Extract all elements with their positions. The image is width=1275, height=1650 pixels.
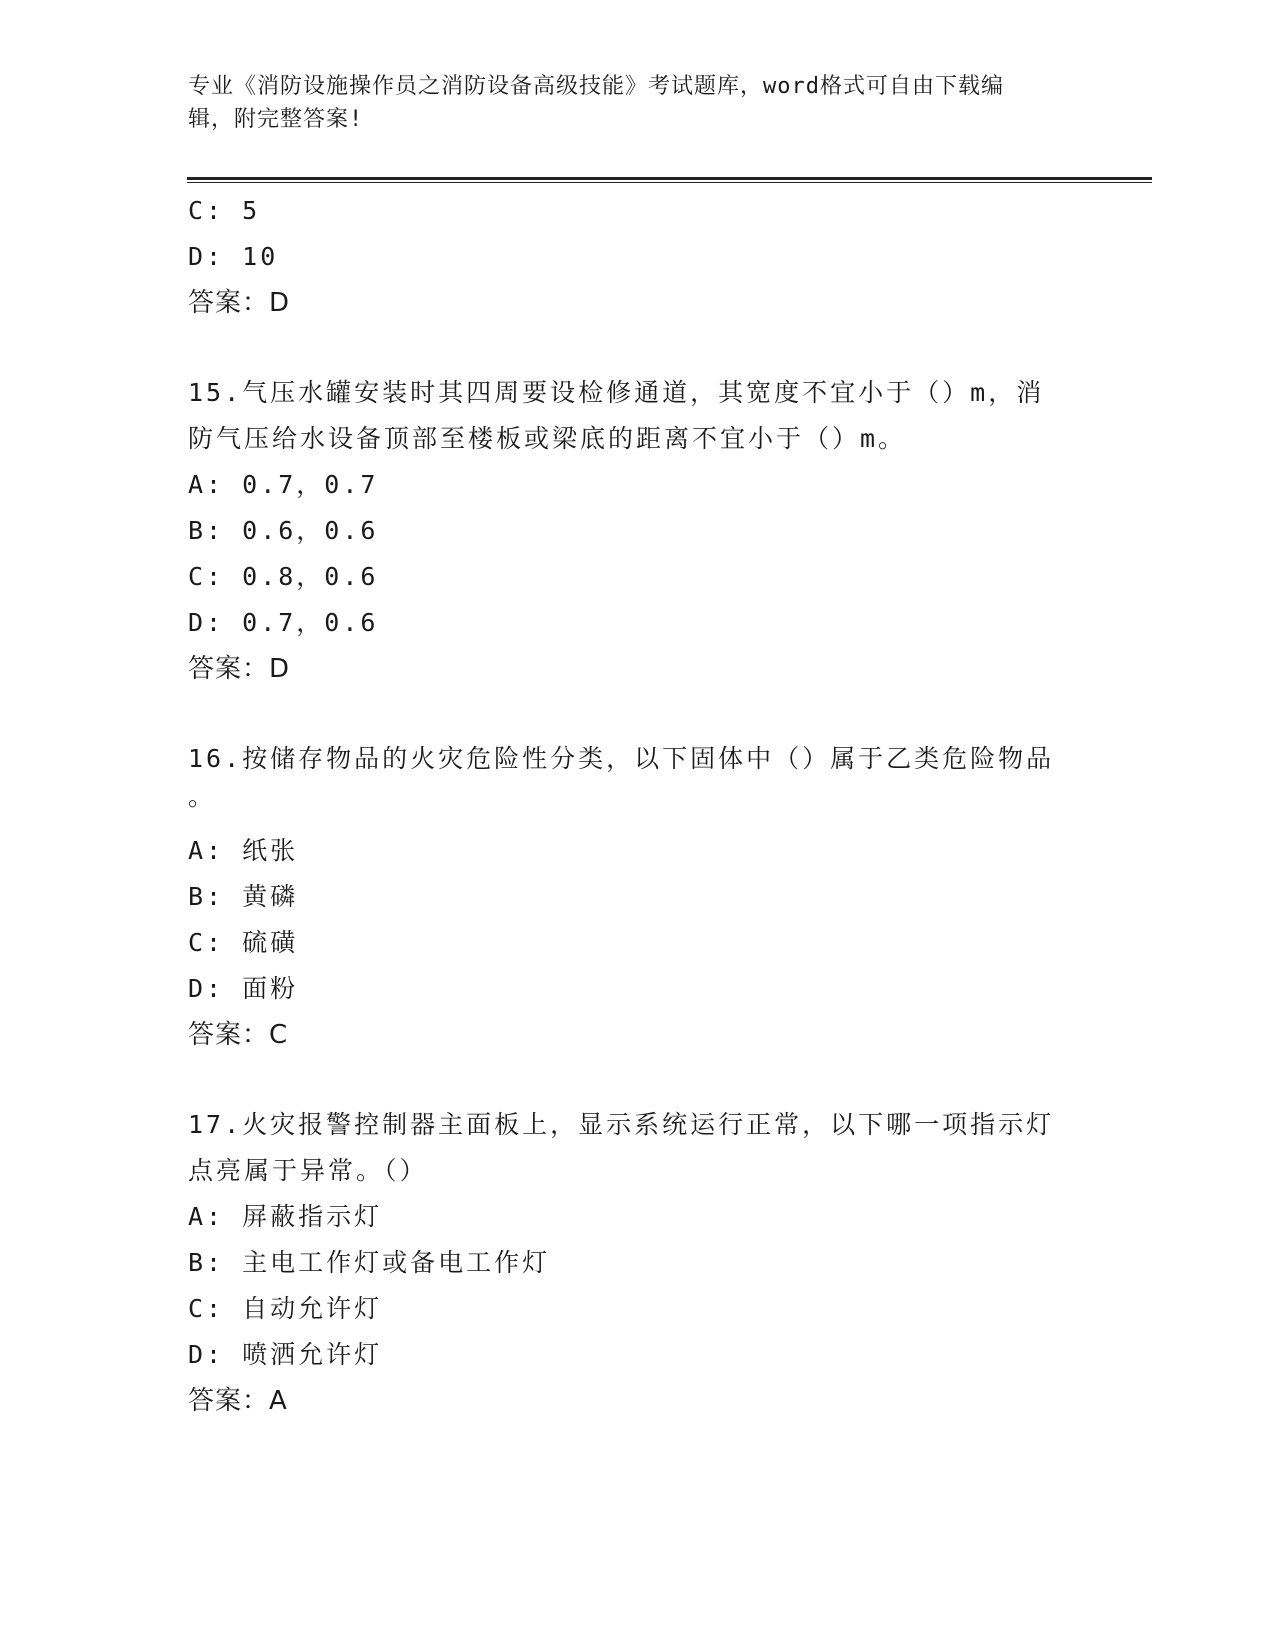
header-divider-thick: [187, 177, 1152, 180]
question-stem-line: 。: [188, 782, 217, 811]
answer: 答案：A: [188, 1386, 288, 1416]
option-a: A: 纸张: [188, 836, 299, 865]
question-stem-line: 16.按储存物品的火灾危险性分类，以下固体中（）属于乙类危险物品: [188, 744, 1055, 773]
question-17: [188, 1102, 1088, 1424]
header-line-2: 辑，附完整答案!: [188, 107, 364, 132]
option-a: A: 屏蔽指示灯: [188, 1202, 383, 1231]
question-15: [188, 370, 1088, 692]
question-stem-line: 17.火灾报警控制器主面板上，显示系统运行正常，以下哪一项指示灯: [188, 1110, 1055, 1139]
option-c: C: 5: [188, 196, 261, 225]
question-16: [188, 736, 1088, 1058]
option-d: D: 10: [188, 242, 279, 271]
option-d: D: 0.7，0.6: [188, 608, 379, 637]
option-c: C: 硫磺: [188, 928, 299, 957]
header-line-1: 专业《消防设施操作员之消防设备高级技能》考试题库，word格式可自由下载编: [188, 74, 1004, 99]
option-c: C: 0.8，0.6: [188, 562, 379, 591]
question-14-tail: [188, 188, 1088, 326]
option-a: A: 0.7，0.7: [188, 470, 379, 499]
option-b: B: 主电工作灯或备电工作灯: [188, 1248, 551, 1277]
question-stem-line: 防气压给水设备顶部至楼板或梁底的距离不宜小于（）m。: [188, 424, 907, 453]
answer: 答案：C: [188, 1020, 289, 1050]
document-body: [188, 188, 1088, 1424]
document-header: [188, 70, 1068, 136]
header-divider-thin: [187, 182, 1152, 183]
question-stem-line: 点亮属于异常。（）: [188, 1156, 428, 1185]
option-d: D: 喷洒允许灯: [188, 1340, 383, 1369]
option-d: D: 面粉: [188, 974, 299, 1003]
answer: 答案：D: [188, 288, 291, 318]
option-b: B: 0.6，0.6: [188, 516, 379, 545]
answer: 答案：D: [188, 654, 291, 684]
question-stem-line: 15.气压水罐安装时其四周要设检修通道，其宽度不宜小于（）m，消: [188, 378, 1045, 407]
option-c: C: 自动允许灯: [188, 1294, 383, 1323]
option-b: B: 黄磷: [188, 882, 299, 911]
